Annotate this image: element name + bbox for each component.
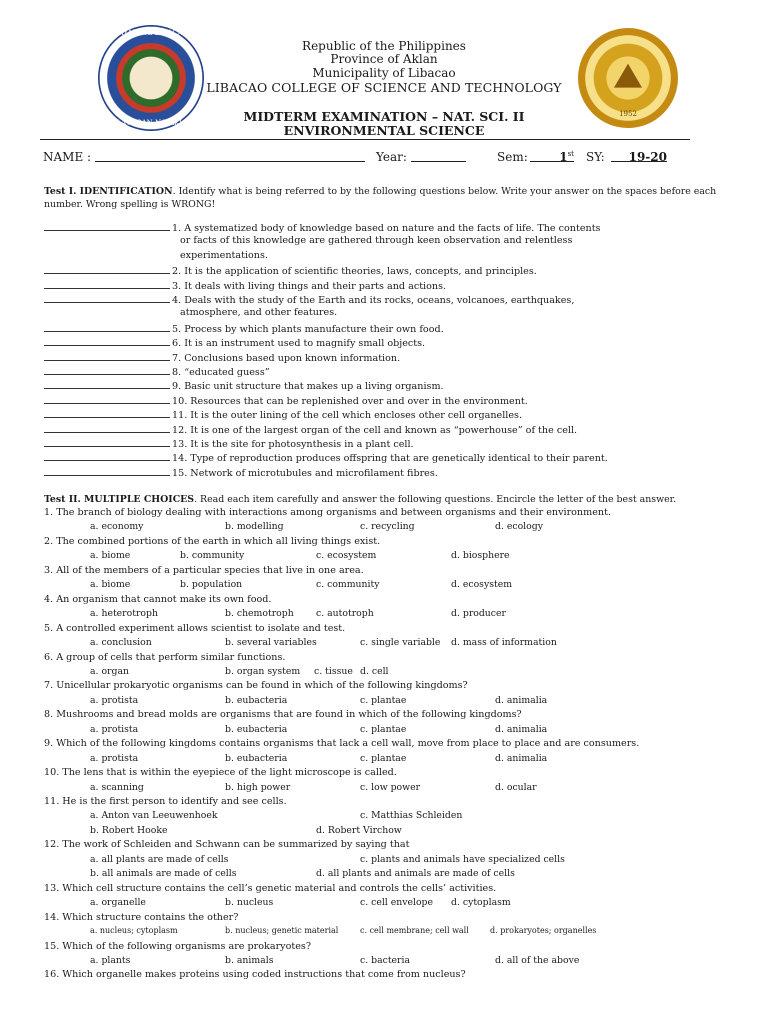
identification-question: 6. It is an instrument used to magnify small objects. <box>172 338 426 350</box>
seal-right-year: 1952 <box>619 110 637 118</box>
answer-blank[interactable] <box>44 379 170 389</box>
identification-question: 4. Deals with the study of the Earth and its rocks, oceans, volcanoes, earthquakes, <box>172 295 575 306</box>
mc-option[interactable]: b. all animals are made of cells <box>90 868 237 880</box>
identification-item <box>44 351 400 364</box>
answer-blank[interactable] <box>44 336 170 346</box>
mc-option[interactable]: c. tissue <box>314 665 353 677</box>
exam-title: MIDTERM EXAMINATION – NAT. SCI. II <box>243 109 525 124</box>
mc-option[interactable]: a. protista <box>90 752 139 764</box>
header-college-name: LIBACAO COLLEGE OF SCIENCE AND TECHNOLOGY <box>206 80 562 95</box>
identification-question-continuation: atmosphere, and other features. <box>180 307 338 319</box>
identification-question: 2. It is the application of scientific theories, laws, concepts, and principles. <box>172 266 537 278</box>
mc-option[interactable]: a. plants <box>90 954 131 966</box>
mc-option[interactable]: b. high power <box>225 781 291 793</box>
mc-option[interactable]: d. Robert Virchow <box>316 824 402 836</box>
test2-instructions <box>44 493 734 506</box>
mc-option[interactable]: d. producer <box>451 608 506 620</box>
mc-option[interactable]: d. animalia <box>495 694 548 706</box>
mc-option[interactable]: c. community <box>316 579 380 591</box>
answer-blank[interactable] <box>44 437 170 447</box>
mc-option[interactable]: d. animalia <box>495 752 548 764</box>
identification-question: 13. It is the site for photosynthesis in a plant cell. <box>172 439 414 450</box>
mc-option[interactable]: b. nucleus; genetic material <box>225 926 339 936</box>
answer-blank[interactable] <box>44 451 170 461</box>
mc-option[interactable]: c. low power <box>360 781 421 793</box>
test1-title: Test I. IDENTIFICATION <box>44 186 173 197</box>
mc-option[interactable]: b. eubacteria <box>225 723 288 735</box>
mc-option[interactable]: d. mass of information <box>451 637 557 649</box>
answer-blank[interactable] <box>44 394 170 404</box>
mc-option[interactable]: b. eubacteria <box>225 752 288 764</box>
mc-option[interactable]: c. ecosystem <box>316 550 377 562</box>
identification-item <box>44 394 528 407</box>
identification-item <box>44 437 414 450</box>
mc-option[interactable]: c. autotroph <box>316 608 374 620</box>
identification-item <box>44 293 574 306</box>
mc-question: 4. An organism that cannot make its own food. <box>44 593 272 605</box>
mc-option[interactable]: c. recycling <box>360 521 415 533</box>
mc-option[interactable]: c. single variable <box>360 637 441 649</box>
mc-question: 5. A controlled experiment allows scientist to isolate and test. <box>44 622 346 634</box>
mc-option[interactable]: c. plantae <box>360 723 407 735</box>
mc-option[interactable]: d. ecosystem <box>451 579 513 591</box>
mc-option[interactable]: a. biome <box>90 550 131 562</box>
identification-question-continuation: or facts of this knowledge are gathered through keen observation and relentless <box>180 235 573 247</box>
identification-item <box>44 408 522 421</box>
answer-blank[interactable] <box>44 423 170 433</box>
answer-blank[interactable] <box>44 293 170 303</box>
exam-subject: ENVIRONMENTAL SCIENCE <box>283 123 485 138</box>
header-country: Republic of the Philippines <box>302 39 466 53</box>
mc-question: 2. The combined portions of the earth in which all living things exist. <box>44 535 381 547</box>
mc-option[interactable]: a. economy <box>90 521 144 533</box>
answer-blank[interactable] <box>44 365 170 375</box>
identification-question: 10. Resources that can be replenished over and over in the environment. <box>172 395 528 407</box>
answer-blank[interactable] <box>44 264 170 274</box>
answer-blank[interactable] <box>44 466 170 476</box>
mc-option[interactable]: b. population <box>180 579 243 591</box>
mc-option[interactable]: a. nucleus; cytoplasm <box>90 926 178 936</box>
mc-question: 3. All of the members of a particular species that live in one area. <box>44 564 364 576</box>
mc-option[interactable]: b. animals <box>225 954 274 966</box>
mc-option[interactable]: d. all plants and animals are made of cells <box>316 868 515 880</box>
identification-item <box>44 365 270 378</box>
mc-option[interactable]: b. eubacteria <box>225 694 288 706</box>
mc-option[interactable]: d. ecology <box>495 521 543 533</box>
sem-field[interactable] <box>530 150 574 164</box>
identification-item <box>44 221 600 234</box>
mc-question: 15. Which of the following organisms are prokaryotes? <box>44 940 311 952</box>
mc-option[interactable]: a. organelle <box>90 897 146 909</box>
mc-option[interactable]: a. heterotroph <box>90 608 158 620</box>
mc-question: 13. Which cell structure contains the cell’s genetic material and controls the cells’ activities. <box>44 882 497 894</box>
mc-question: 9. Which of the following kingdoms contains organisms that lack a cell wall, move from place to place and are consumers. <box>44 738 640 750</box>
identification-question: 8. “educated guess” <box>172 367 270 378</box>
sy-value: 19-20 <box>628 150 667 164</box>
mc-option[interactable]: d. prokaryotes; organelles <box>490 926 597 936</box>
identification-question: 12. It is one of the largest organ of the cell and known as “powerhouse” of the cell. <box>172 424 578 436</box>
mc-option[interactable]: d. all of the above <box>495 954 580 966</box>
mc-option[interactable]: c. bacteria <box>360 954 411 966</box>
mc-option[interactable]: c. cell membrane; cell wall <box>360 926 469 936</box>
name-label: NAME : <box>43 150 92 164</box>
mc-option[interactable]: d. cytoplasm <box>451 897 511 909</box>
identification-question: 3. It deals with living things and their parts and actions. <box>172 280 447 292</box>
sem-label: Sem: <box>497 150 528 164</box>
name-field[interactable] <box>95 150 365 165</box>
mc-question: 11. He is the first person to identify and see cells. <box>44 796 287 807</box>
identification-question: 5. Process by which plants manufacture their own food. <box>172 323 444 335</box>
answer-blank[interactable] <box>44 408 170 418</box>
sy-field[interactable] <box>611 150 667 164</box>
identification-item <box>44 423 577 436</box>
mc-option[interactable]: d. ocular <box>495 781 537 793</box>
seal-left-ring-text: BAYAN NG LIBACAO LALAWIGAN NG AKLAN <box>106 29 196 127</box>
mc-option[interactable]: a. organ <box>90 665 129 677</box>
mc-option[interactable]: a. protista <box>90 723 139 735</box>
header-province: Province of Aklan <box>330 52 438 66</box>
mc-option[interactable]: b. chemotroph <box>225 608 294 620</box>
mc-option[interactable]: c. plants and animals have specialized cells <box>360 853 565 865</box>
answer-blank[interactable] <box>44 322 170 332</box>
identification-question: 15. Network of microtubules and microfilament fibres. <box>172 467 438 479</box>
mc-option[interactable]: a. all plants are made of cells <box>90 853 229 865</box>
mc-option[interactable]: b. community <box>180 550 245 562</box>
mc-option[interactable]: c. cell envelope <box>360 897 433 909</box>
mc-option[interactable]: b. nucleus <box>225 897 274 909</box>
mc-question: 10. The lens that is within the eyepiece of the light microscope is called. <box>44 767 397 779</box>
identification-question: 1. A systematized body of knowledge based on nature and the facts of life. The contents <box>172 223 601 234</box>
mc-question: 16. Which organelle makes proteins using coded instructions that come from nucleus? <box>44 969 466 981</box>
year-label: Year: <box>376 150 407 164</box>
mc-question: 12. The work of Schleiden and Schwann can be summarized by saying that <box>44 839 410 851</box>
identification-item <box>44 264 537 277</box>
identification-item <box>44 451 608 464</box>
mc-option[interactable]: c. plantae <box>360 752 407 764</box>
test2-title: Test II. MULTIPLE CHOICES <box>44 494 195 505</box>
sem-suffix: st <box>567 150 574 158</box>
mc-option[interactable]: c. Matthias Schleiden <box>360 810 463 822</box>
test1-instructions-text: . Identify what is being referred to by the following questions below. Write your answer on the spaces before each number. Wrong spelling is WRONG! <box>44 186 717 210</box>
mc-option[interactable]: a. biome <box>90 579 131 591</box>
test1-instructions <box>44 185 734 211</box>
mc-question: 7. Unicellular prokaryotic organisms can be found in which of the following kingdoms? <box>44 680 468 692</box>
mc-option[interactable]: b. several variables <box>225 637 317 649</box>
mc-option[interactable]: c. plantae <box>360 694 407 706</box>
mc-option[interactable]: a. protista <box>90 694 139 706</box>
mc-question: 1. The branch of biology dealing with interactions among organisms and between organisms and their environment. <box>44 507 611 518</box>
mc-option[interactable]: d. biosphere <box>451 550 510 562</box>
year-field[interactable] <box>411 150 466 165</box>
mc-question: 6. A group of cells that perform similar functions. <box>44 651 286 663</box>
identification-question-continuation: experimentations. <box>180 249 268 261</box>
answer-blank[interactable] <box>44 279 170 289</box>
header-municipality: Municipality of Libacao <box>312 66 456 80</box>
mc-option[interactable]: b. modelling <box>225 521 284 533</box>
mc-question: 14. Which structure contains the other? <box>44 911 239 923</box>
identification-item <box>44 466 438 479</box>
test2-instructions-text: . Read each item carefully and answer the following questions. Encircle the letter of the best answer. <box>194 494 677 505</box>
identification-question: 7. Conclusions based upon known information. <box>172 352 401 364</box>
identification-item <box>44 279 446 292</box>
answer-blank[interactable] <box>44 221 170 231</box>
identification-item <box>44 336 425 349</box>
mc-option[interactable]: d. animalia <box>495 723 548 735</box>
mc-option[interactable]: b. Robert Hooke <box>90 824 168 836</box>
mc-option[interactable]: d. cell <box>360 665 389 677</box>
identification-item <box>44 379 444 392</box>
mc-option[interactable]: a. conclusion <box>90 637 152 649</box>
identification-question: 9. Basic unit structure that makes up a living organism. <box>172 381 444 393</box>
identification-question: 14. Type of reproduction produces offspring that are genetically identical to their parent. <box>172 453 608 465</box>
identification-question: 11. It is the outer lining of the cell which encloses other cell organelles. <box>172 410 522 422</box>
sy-label: SY: <box>586 150 605 164</box>
mc-option[interactable]: a. scanning <box>90 781 144 793</box>
mc-question: 8. Mushrooms and bread molds are organisms that are found in which of the following kingdoms? <box>44 709 522 721</box>
mc-option[interactable]: a. Anton van Leeuwenhoek <box>90 810 218 822</box>
header-divider <box>40 139 690 140</box>
sem-value: 1 <box>559 150 568 164</box>
answer-blank[interactable] <box>44 351 170 361</box>
mc-option[interactable]: b. organ system <box>225 665 301 677</box>
identification-item <box>44 322 444 335</box>
